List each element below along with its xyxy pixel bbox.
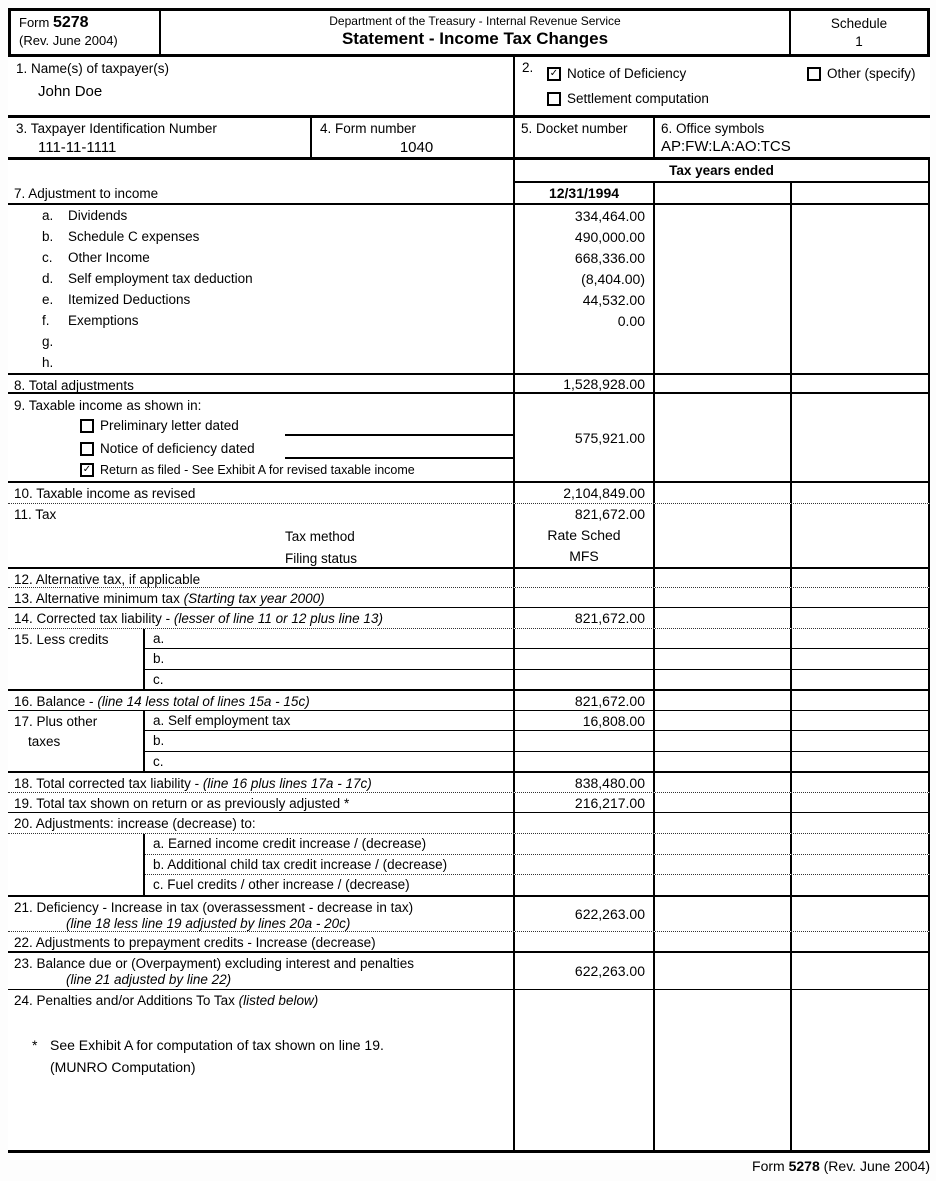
line-16-note: (line 14 less total of lines 15a - 15c)	[97, 694, 310, 709]
line-17b-label: b.	[153, 733, 165, 749]
value-cell	[513, 670, 653, 689]
return-as-filed-checkbox[interactable]: ✓	[80, 463, 94, 477]
line-7f-row	[8, 310, 930, 331]
item-letter: a.	[42, 208, 54, 223]
line-17-row	[8, 710, 930, 771]
value-cell: 334,464.00	[513, 205, 653, 226]
tax-method-label: Tax method	[285, 529, 355, 544]
value-cell: (8,404.00)	[513, 268, 653, 289]
footer-revision: (Rev. June 2004)	[823, 1158, 930, 1174]
line-16-label: 16. Balance -	[14, 694, 94, 709]
value-cell	[513, 875, 653, 895]
line-17a-label: a. Self employment tax	[153, 713, 291, 728]
line-13-note: (Starting tax year 2000)	[183, 591, 325, 606]
filing-status-value: MFS	[569, 548, 599, 564]
line-17a-row	[145, 711, 930, 730]
value-cell	[513, 731, 653, 750]
office-symbols-label: 6. Office symbols	[661, 121, 765, 136]
line-14-label: 14. Corrected tax liability -	[14, 611, 171, 626]
line-13-label: 13. Alternative minimum tax	[14, 591, 180, 606]
line-15b-row	[145, 648, 930, 668]
line-24-note: (listed below)	[238, 993, 319, 1008]
value-cell: 1,528,928.00	[513, 375, 653, 392]
footnote-line-1: See Exhibit A for computation of tax shown on line 19.	[50, 1037, 384, 1053]
line-15-row	[8, 628, 930, 689]
office-symbols-value: AP:FW:LA:AO:TCS	[661, 138, 791, 155]
line-7d-row	[8, 268, 930, 289]
return-as-filed-option	[80, 463, 415, 477]
line-19-row	[8, 792, 930, 812]
settlement-computation-option	[547, 91, 709, 106]
form-word: Form	[19, 15, 50, 30]
value-cell	[513, 352, 653, 373]
value-cell	[513, 588, 653, 607]
line-7h-row	[8, 352, 930, 373]
line-13-row	[8, 587, 930, 607]
item-letter: g.	[42, 334, 54, 349]
docket-number-cell	[513, 118, 653, 157]
form-number-cell	[310, 118, 513, 157]
value-cell	[513, 331, 653, 352]
tax-years-band	[8, 160, 930, 183]
other-specify-checkbox[interactable]	[807, 67, 821, 81]
line-21-note: (line 18 less line 19 adjusted by lines 20a - 20c)	[66, 916, 351, 931]
item-label: Other Income	[68, 250, 150, 265]
return-as-filed-label: Return as filed - See Exhibit A for revised taxable income	[100, 463, 415, 477]
schedule-number: 1	[855, 34, 863, 49]
agency-line: Department of the Treasury - Internal Revenue Service	[329, 14, 621, 28]
item-label: Itemized Deductions	[68, 292, 191, 307]
settlement-computation-checkbox[interactable]	[547, 92, 561, 106]
taxpayer-band	[8, 57, 930, 118]
line-15a-label: a.	[153, 631, 165, 646]
line-15c-label: c.	[153, 671, 164, 687]
line-9-label: 9. Taxable income as shown in:	[14, 398, 202, 413]
taxpayer-name-value: John Doe	[38, 83, 103, 100]
filing-status-label: Filing status	[285, 551, 358, 566]
form-header	[8, 8, 930, 57]
line-17c-label: c.	[153, 753, 164, 769]
line-10-row	[8, 483, 930, 503]
section-2-cell	[513, 57, 930, 115]
footer-form-word: Form	[752, 1158, 785, 1174]
preliminary-letter-checkbox[interactable]	[80, 419, 94, 433]
line-9-row	[8, 394, 930, 483]
line-18-label: 18. Total corrected tax liability -	[14, 776, 200, 791]
item-label: Exemptions	[68, 313, 139, 328]
value-cell: 2,104,849.00	[513, 483, 653, 503]
line-20a-label: a. Earned income credit increase / (decrease)	[153, 836, 427, 851]
line-7-label: 7. Adjustment to income	[14, 186, 159, 201]
line-7-row	[8, 183, 930, 205]
item-letter: d.	[42, 271, 54, 286]
line-8-row	[8, 373, 930, 394]
value-cell: 575,921.00	[513, 394, 653, 481]
line-23-row	[8, 951, 930, 989]
line-17b-row	[145, 730, 930, 750]
form-title-box	[161, 11, 789, 54]
page-title: Statement - Income Tax Changes	[341, 29, 609, 48]
line-21-row	[8, 895, 930, 931]
tin-value: 111-11-1111	[38, 139, 117, 156]
line-19-label: 19. Total tax shown on return or as previously adjusted *	[14, 796, 350, 811]
value-cell	[513, 834, 653, 854]
line-15-label: 15. Less credits	[14, 632, 109, 647]
line-23-label: 23. Balance due or (Overpayment) excluding interest and penalties	[14, 956, 414, 971]
form-number-label: 4. Form number	[320, 121, 417, 136]
taxpayer-name-cell	[8, 57, 513, 115]
line-23-note: (line 21 adjusted by line 22)	[66, 972, 232, 987]
preliminary-letter-option	[80, 418, 239, 433]
value-cell: 490,000.00	[513, 226, 653, 247]
line-17-label: 17. Plus other	[14, 714, 98, 729]
line-20-subrows	[8, 833, 930, 895]
line-22-row	[8, 931, 930, 951]
line-21-label: 21. Deficiency - Increase in tax (overassessment - decrease in tax)	[14, 900, 414, 915]
line-18-note: (line 16 plus lines 17a - 17c)	[202, 776, 372, 791]
line-8-label: 8. Total adjustments	[14, 378, 134, 392]
tax-year-column-3	[790, 183, 930, 203]
form-revision: (Rev. June 2004)	[19, 33, 118, 48]
line-20b-label: b. Additional child tax credit increase / (decrease)	[153, 856, 448, 872]
form-number: 5278	[52, 14, 89, 31]
notice-of-deficiency-option	[547, 66, 686, 81]
line-12-label: 12. Alternative tax, if applicable	[14, 572, 201, 587]
line-17-label-2: taxes	[28, 734, 61, 749]
value-cell: 821,672.00	[513, 608, 653, 628]
tax-year-column-1: 12/31/1994	[513, 183, 653, 203]
preliminary-letter-label: Preliminary letter dated	[100, 418, 239, 433]
line-20-row	[8, 812, 930, 833]
form-number-box	[11, 11, 161, 54]
value-cell	[513, 932, 653, 951]
value-cell	[513, 855, 653, 875]
value-cell: 0.00	[513, 310, 653, 331]
line-20b-row	[145, 854, 930, 875]
line-10-label: 10. Taxable income as revised	[14, 486, 196, 501]
item-label: Schedule C expenses	[68, 229, 200, 244]
schedule-word: Schedule	[830, 16, 888, 31]
line-7a-row	[8, 205, 930, 226]
value-cell: 622,263.00	[513, 897, 653, 931]
line-24-label: 24. Penalties and/or Additions To Tax	[14, 993, 235, 1008]
footnote-star: *	[32, 1037, 38, 1053]
line-14-note: (lesser of line 11 or 12 plus line 13)	[173, 611, 383, 626]
value-cell: 622,263.00	[513, 953, 653, 989]
line-7b-row	[8, 226, 930, 247]
footer-form-number: 5278	[788, 1158, 820, 1174]
notice-dated-checkbox[interactable]	[80, 442, 94, 456]
item-letter: c.	[42, 250, 53, 265]
item-letter: h.	[42, 355, 54, 370]
line-20-label: 20. Adjustments: increase (decrease) to:	[14, 816, 256, 831]
line-12-row	[8, 567, 930, 587]
form-footer	[8, 1153, 930, 1174]
line-7g-row	[8, 331, 930, 352]
docket-number-label: 5. Docket number	[521, 121, 628, 136]
line-16-row	[8, 689, 930, 710]
form-number-value: 1040	[399, 139, 434, 156]
notice-dated-label: Notice of deficiency dated	[100, 441, 255, 456]
line-11-label: 11. Tax	[14, 507, 57, 522]
notice-dated-option	[80, 441, 255, 456]
line-7c-row	[8, 247, 930, 268]
preliminary-date-line[interactable]	[285, 418, 513, 436]
item-label: Self employment tax deduction	[68, 271, 253, 286]
value-cell: 16,808.00	[513, 711, 653, 730]
notice-of-deficiency-checkbox[interactable]: ✓	[547, 67, 561, 81]
line-18-row	[8, 771, 930, 792]
notice-date-line[interactable]	[285, 441, 513, 459]
line-24-row	[8, 989, 930, 1019]
footnote-line-2: (MUNRO Computation)	[50, 1059, 196, 1075]
item-label: Dividends	[68, 208, 128, 223]
line-14-row	[8, 607, 930, 628]
line-20a-row	[145, 834, 930, 854]
item-letter: f.	[42, 313, 50, 328]
schedule-box	[789, 11, 927, 54]
settlement-computation-label: Settlement computation	[567, 91, 709, 106]
value-cell: 668,336.00	[513, 247, 653, 268]
tax-year-column-2	[653, 183, 790, 203]
line-20c-row	[145, 874, 930, 895]
line-20c-label: c. Fuel credits / other increase / (decrease)	[153, 877, 410, 893]
form-body	[8, 8, 930, 1174]
other-specify-label: Other (specify)	[827, 66, 916, 81]
tin-label: 3. Taxpayer Identification Number	[16, 121, 217, 136]
line-15b-label: b.	[153, 651, 165, 667]
taxpayer-name-label: 1. Name(s) of taxpayer(s)	[16, 61, 170, 76]
line-15a-row	[145, 629, 930, 648]
line-17c-row	[145, 751, 930, 771]
value-cell: 821,672.00	[513, 691, 653, 710]
identification-band	[8, 118, 930, 160]
tax-method-value: Rate Sched	[547, 527, 621, 543]
line-15c-row	[145, 669, 930, 689]
value-cell	[513, 569, 653, 587]
line-7e-row	[8, 289, 930, 310]
value-cell: 216,217.00	[513, 793, 653, 812]
office-symbols-cell	[653, 118, 930, 157]
other-specify-option	[807, 66, 916, 81]
tin-cell	[8, 118, 310, 157]
item-letter: e.	[42, 292, 54, 307]
footnote-area	[8, 1019, 930, 1150]
line-11-row	[8, 503, 930, 567]
value-cell: 838,480.00	[513, 773, 653, 792]
value-cell	[513, 629, 653, 648]
line-22-label: 22. Adjustments to prepayment credits - Increase (decrease)	[14, 935, 376, 950]
value-cell	[513, 752, 653, 771]
value-cell	[513, 649, 653, 668]
value-cell: 44,532.00	[513, 289, 653, 310]
section-2-number: 2.	[522, 60, 534, 75]
tax-value: 821,672.00	[574, 506, 645, 522]
item-letter: b.	[42, 229, 54, 244]
tax-years-ended-header: Tax years ended	[513, 160, 930, 183]
notice-of-deficiency-label: Notice of Deficiency	[567, 66, 687, 81]
